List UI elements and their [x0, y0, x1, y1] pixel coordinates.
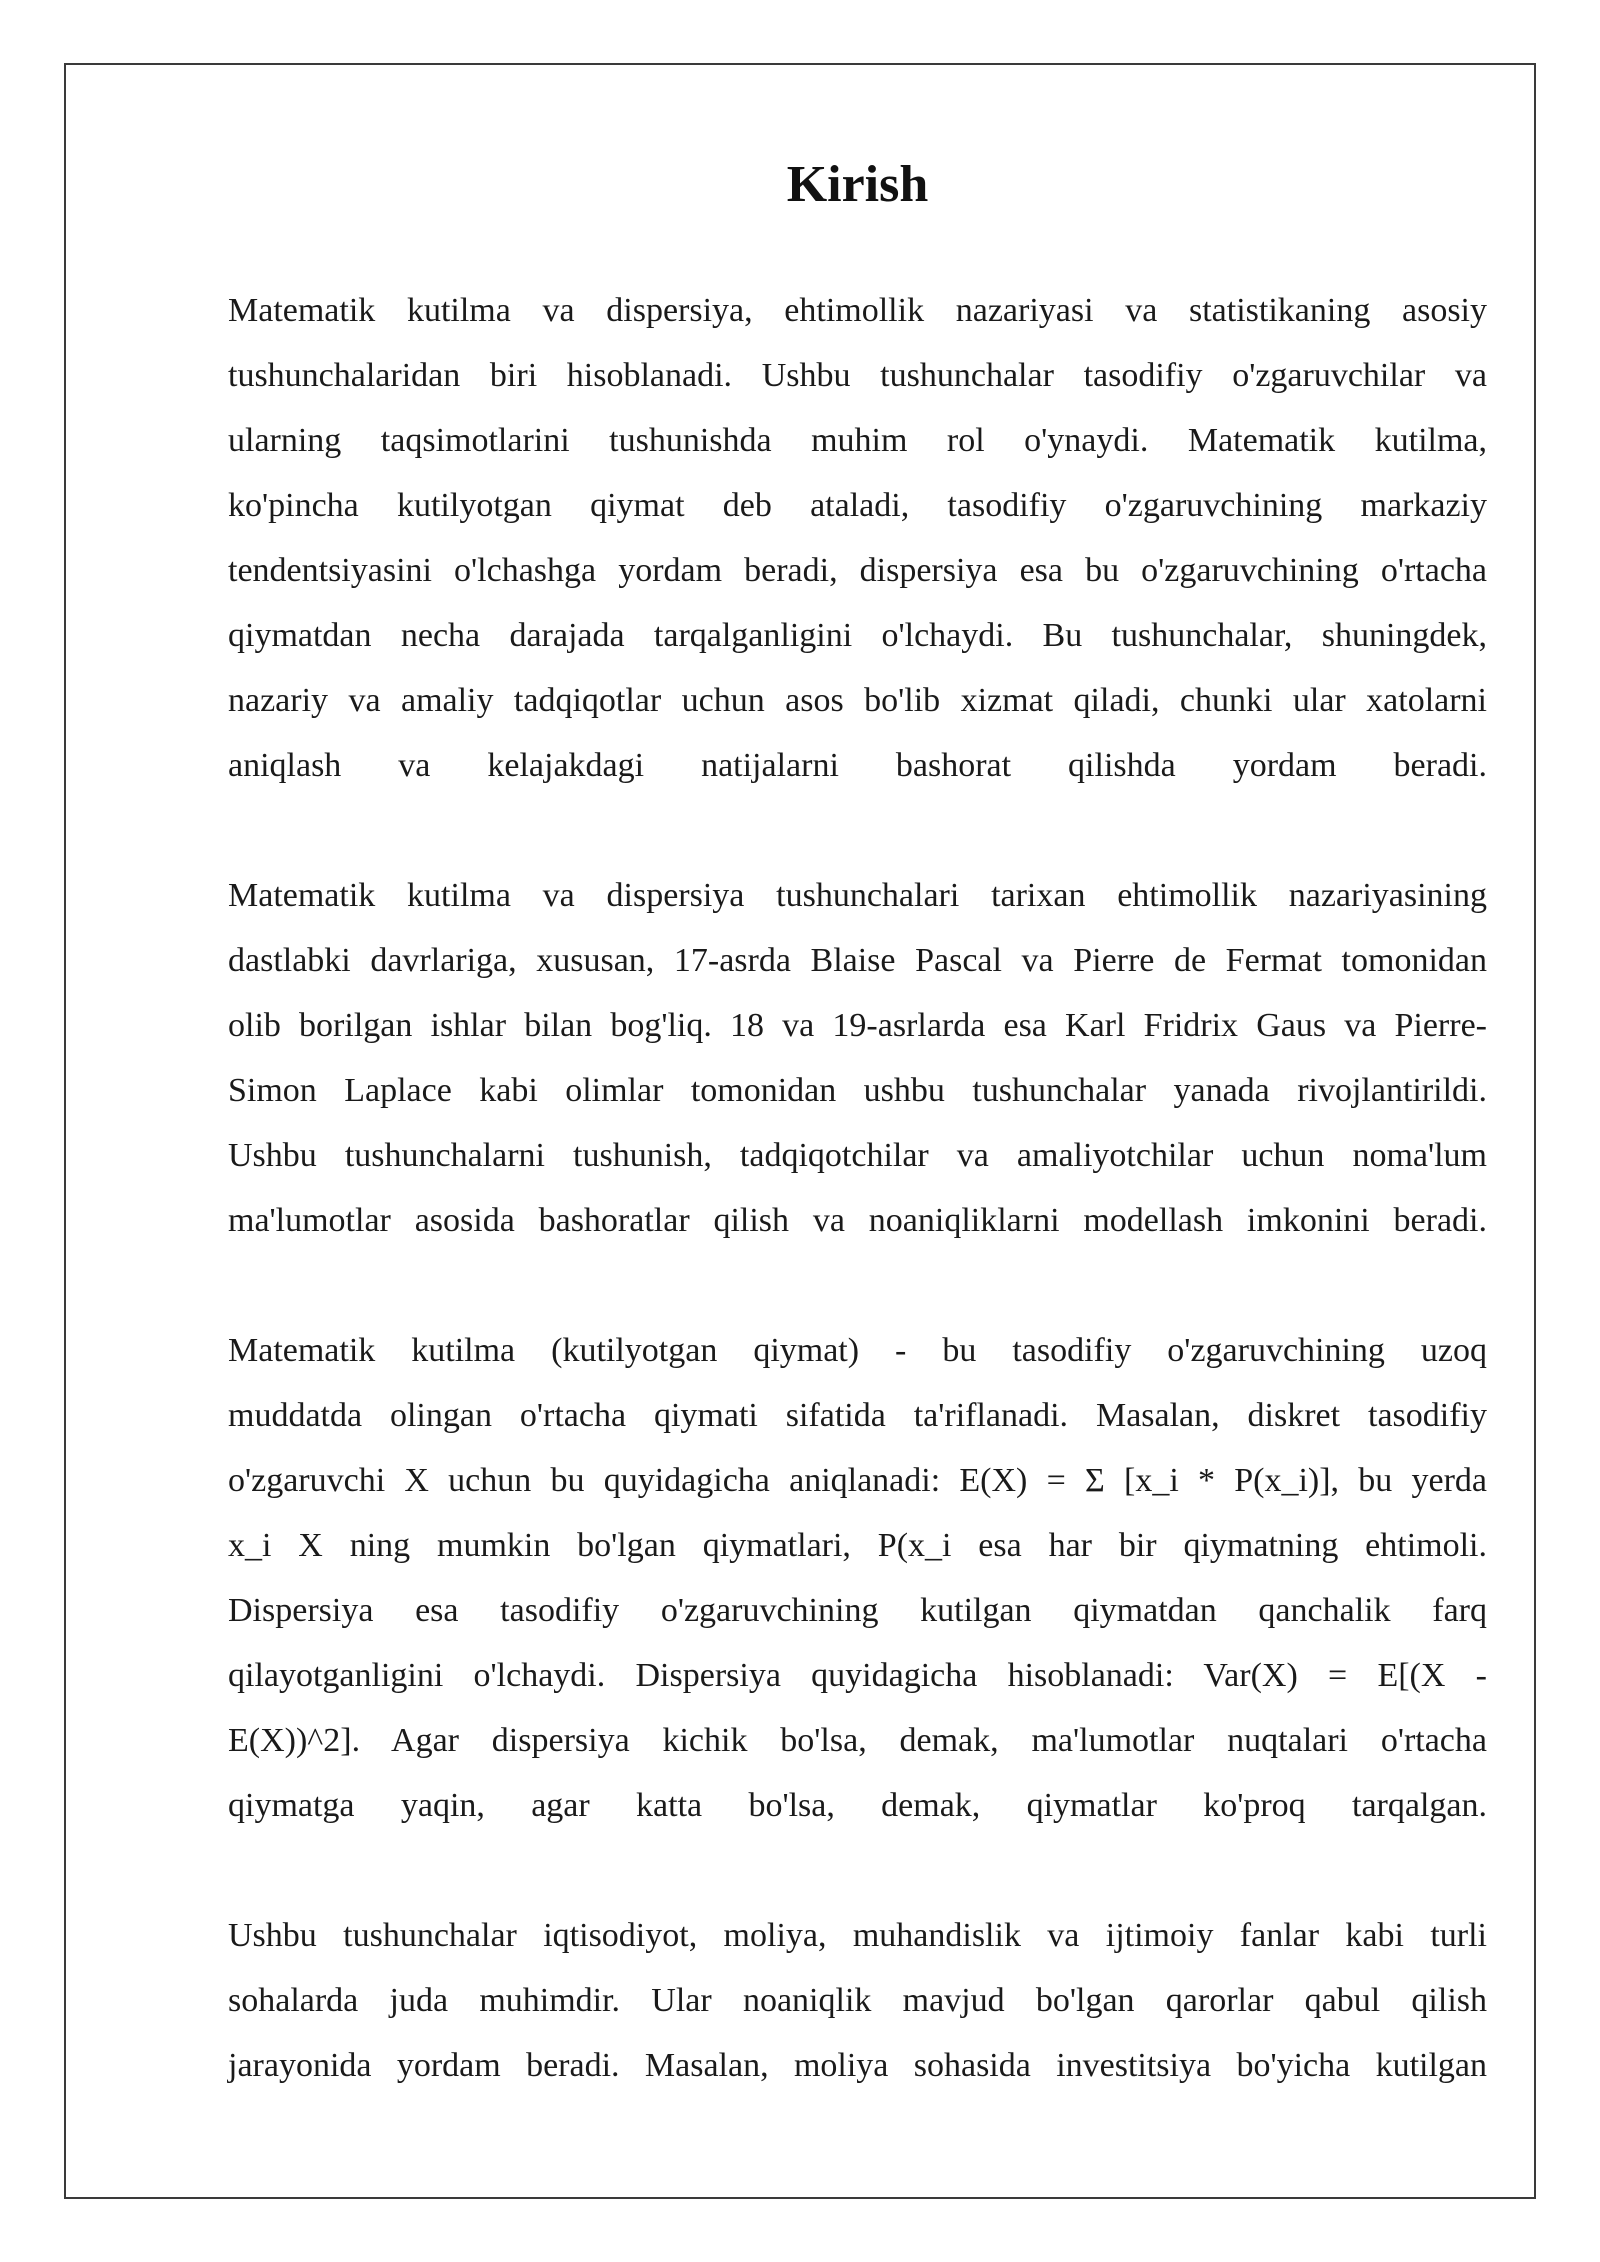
paragraph-1: [228, 278, 1487, 798]
text-line: tendentsiyasini o'lchashga yordam beradi, dispersiya esa bu o'zgaruvchining o'rtacha: [228, 552, 1487, 589]
text-line: tushunchalaridan biri hisoblanadi. Ushbu tushunchalar tasodifiy o'zgaruvchilar va: [228, 357, 1487, 394]
text-line: Dispersiya esa tasodifiy o'zgaruvchining kutilgan qiymatdan qanchalik farq: [228, 1592, 1487, 1629]
paragraph-2: [228, 863, 1487, 1253]
paragraph-3: [228, 1318, 1487, 1838]
paragraph-4: [228, 1903, 1487, 2098]
text-line: nazariy va amaliy tadqiqotlar uchun asos bo'lib xizmat qiladi, chunki ular xatolarni: [228, 682, 1487, 719]
document-title: Kirish: [786, 156, 929, 213]
text-line: Ushbu tushunchalar iqtisodiyot, moliya, muhandislik va ijtimoiy fanlar kabi turli: [228, 1917, 1487, 1954]
text-line: x_i X ning mumkin bo'lgan qiymatlari, P(x_i esa har bir qiymatning ehtimoli.: [228, 1527, 1487, 1564]
text-line: aniqlash va kelajakdagi natijalarni bashorat qilishda yordam beradi.: [228, 747, 1487, 784]
text-line: qilayotganligini o'lchaydi. Dispersiya quyidagicha hisoblanadi: Var(X) = E[(X -: [228, 1657, 1487, 1694]
text-line: Ushbu tushunchalarni tushunish, tadqiqotchilar va amaliyotchilar uchun noma'lum: [228, 1137, 1487, 1174]
text-line: Simon Laplace kabi olimlar tomonidan ushbu tushunchalar yanada rivojlantirildi.: [228, 1072, 1487, 1109]
text-line: Matematik kutilma va dispersiya, ehtimollik nazariyasi va statistikaning asosiy: [228, 292, 1487, 329]
text-line: jarayonida yordam beradi. Masalan, moliya sohasida investitsiya bo'yicha kutilgan: [228, 2047, 1487, 2084]
text-line: ma'lumotlar asosida bashoratlar qilish va noaniqliklarni modellash imkonini beradi.: [228, 1202, 1487, 1239]
text-line: ko'pincha kutilyotgan qiymat deb ataladi, tasodifiy o'zgaruvchining markaziy: [228, 487, 1487, 524]
text-line: olib borilgan ishlar bilan bog'liq. 18 va 19-asrlarda esa Karl Fridrix Gaus va Pierre-: [228, 1007, 1487, 1044]
text-line: qiymatdan necha darajada tarqalganligini o'lchaydi. Bu tushunchalar, shuningdek,: [228, 617, 1487, 654]
text-line: sohalarda juda muhimdir. Ular noaniqlik mavjud bo'lgan qarorlar qabul qilish: [228, 1982, 1487, 2019]
text-line: ularning taqsimotlarini tushunishda muhim rol o'ynaydi. Matematik kutilma,: [228, 422, 1487, 459]
text-line: o'zgaruvchi X uchun bu quyidagicha aniqlanadi: E(X) = Σ [x_i * P(x_i)], bu yerda: [228, 1462, 1487, 1499]
text-line: dastlabki davrlariga, xususan, 17-asrda Blaise Pascal va Pierre de Fermat tomonidan: [228, 942, 1487, 979]
text-line: qiymatga yaqin, agar katta bo'lsa, demak, qiymatlar ko'proq tarqalgan.: [228, 1787, 1487, 1824]
document-body: [228, 150, 1487, 2098]
text-line: muddatda olingan o'rtacha qiymati sifatida ta'riflanadi. Masalan, diskret tasodifiy: [228, 1397, 1487, 1434]
text-line: Matematik kutilma va dispersiya tushunchalari tarixan ehtimollik nazariyasining: [228, 877, 1487, 914]
text-line: Matematik kutilma (kutilyotgan qiymat) - bu tasodifiy o'zgaruvchining uzoq: [228, 1332, 1487, 1369]
text-line: E(X))^2]. Agar dispersiya kichik bo'lsa, demak, ma'lumotlar nuqtalari o'rtacha: [228, 1722, 1487, 1759]
